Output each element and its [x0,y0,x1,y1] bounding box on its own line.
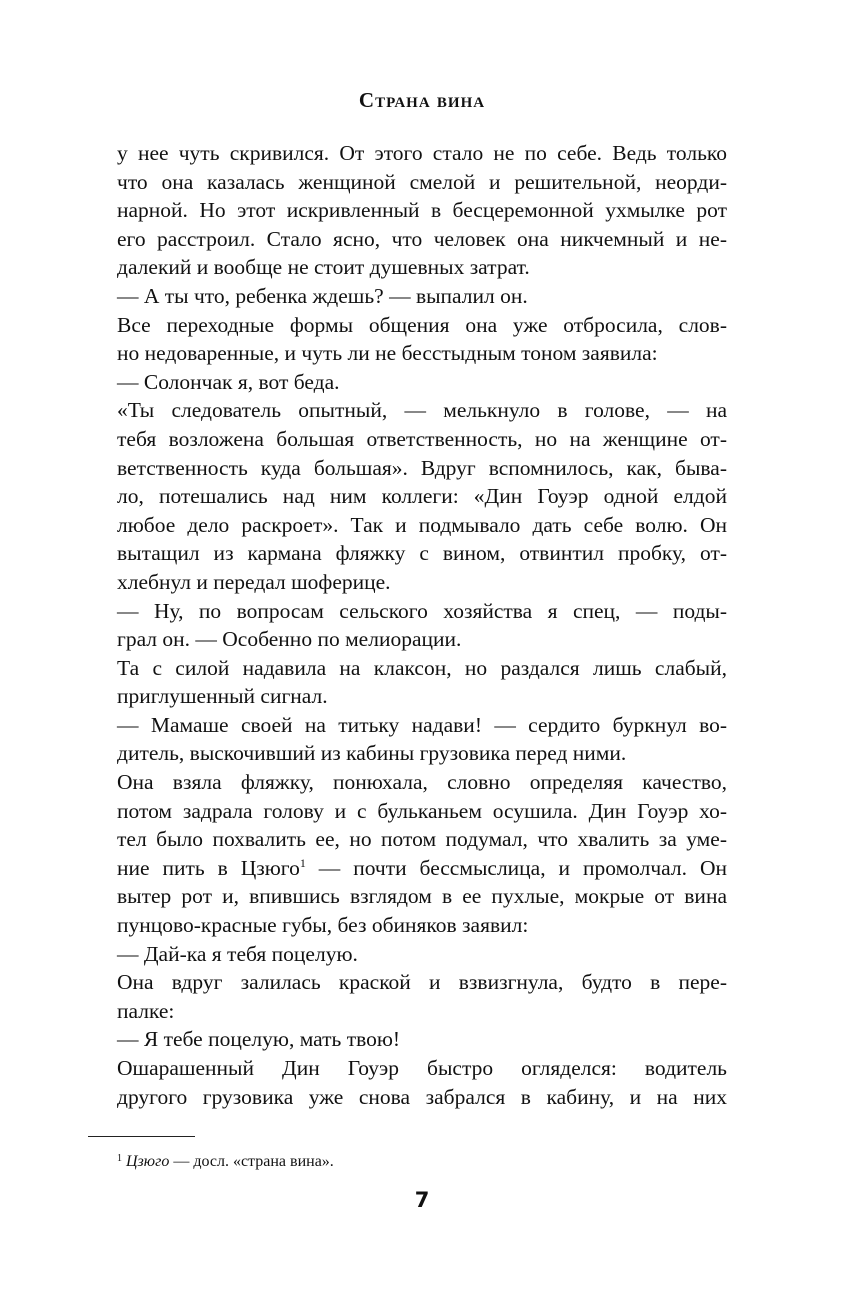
text-line: вытащил из кармана фляжку с вином, отвинтил пробку, от- [117,541,727,566]
text-line: ние пить в Цзюго$^1$ — почти бессмыслица, и промолчал. Он [117,855,727,880]
text-line: любое дело раскроет». Так и подмывало дать себе волю. Он [117,512,727,537]
text-line: — Ну, по вопросам сельского хозяйства я спец, — поды- [117,598,727,623]
text-line: палке: [117,998,175,1023]
footnote [117,1153,334,1171]
footnote-marker: 1 [117,1153,122,1164]
text-line: — Я тебе поцелую, мать твою! [117,1027,401,1052]
text-line: хлебнул и передал шоферице. [117,569,391,594]
text-line: ло, потешались над ним коллеги: «Дин Гоуэр одной елдой [117,484,727,509]
text-line: Та с силой надавила на клаксон, но раздался лишь слабый, [117,655,727,680]
text-line: тебя возложена большая ответственность, но на женщине от- [117,426,727,451]
text-line: потом задрала голову и с бульканьем осушила. Дин Гоуэр хо- [117,798,727,823]
text-line: — Солончак я, вот беда. [117,369,340,394]
text-line: его расстроил. Стало ясно, что человек она никчемный и не- [117,226,727,251]
text-line: Она вдруг залилась краской и взвизгнула, будто в пере- [117,970,727,995]
text-line: пунцово-красные губы, без обиняков заявил: [117,913,529,938]
text-line: дитель, выскочивший из кабины грузовика перед ними. [117,741,627,766]
text-line: Она взяла фляжку, понюхала, словно определяя качество, [117,770,727,795]
footnote-divider [88,1136,195,1137]
body-text [117,139,727,1111]
text-line: тел было похвалить ее, но потом подумал, что хвалить за уме- [117,827,727,852]
text-line: — Дай-ка я тебя поцелую. [117,941,358,966]
text-line: но недоваренные, и чуть ли не бесстыдным тоном заявила: [117,341,658,366]
footnote-term: Цзюго [126,1153,170,1170]
text-line: ветственность куда большая». Вдруг вспомнилось, как, быва- [117,455,727,480]
text-line: другого грузовика уже снова забрался в кабину, и на них [117,1084,727,1109]
text-line: грал он. — Особенно по мелиорации. [117,627,462,652]
text-line: что она казалась женщиной смелой и решительной, неорди- [117,169,727,194]
text-line: — Мамаше своей на титьку надави! — сердито буркнул во- [117,712,727,737]
page-number: 7 [414,1188,430,1212]
text-line: далекий и вообще не стоит душевных затрат. [117,255,530,280]
running-title: Страна вина [358,88,486,112]
text-line: Ошарашенный Дин Гоуэр быстро огляделся: водитель [117,1056,727,1080]
text-line: вытер рот и, впившись взглядом в ее пухлые, мокрые от вина [117,884,727,909]
text-line: — А ты что, ребенка ждешь? — выпалил он. [117,283,528,308]
text-line: у нее чуть скривился. От этого стало не по себе. Ведь только [117,141,727,165]
text-line: «Ты следователь опытный, — мелькнуло в голове, — на [117,398,727,423]
text-line: приглушенный сигнал. [117,684,328,709]
footnote-text: — досл. «страна вина». [169,1153,334,1170]
text-line: Все переходные формы общения она уже отбросила, слов- [117,312,727,337]
text-line: нарной. Но этот искривленный в бесцеремонной ухмылке рот [117,198,727,223]
